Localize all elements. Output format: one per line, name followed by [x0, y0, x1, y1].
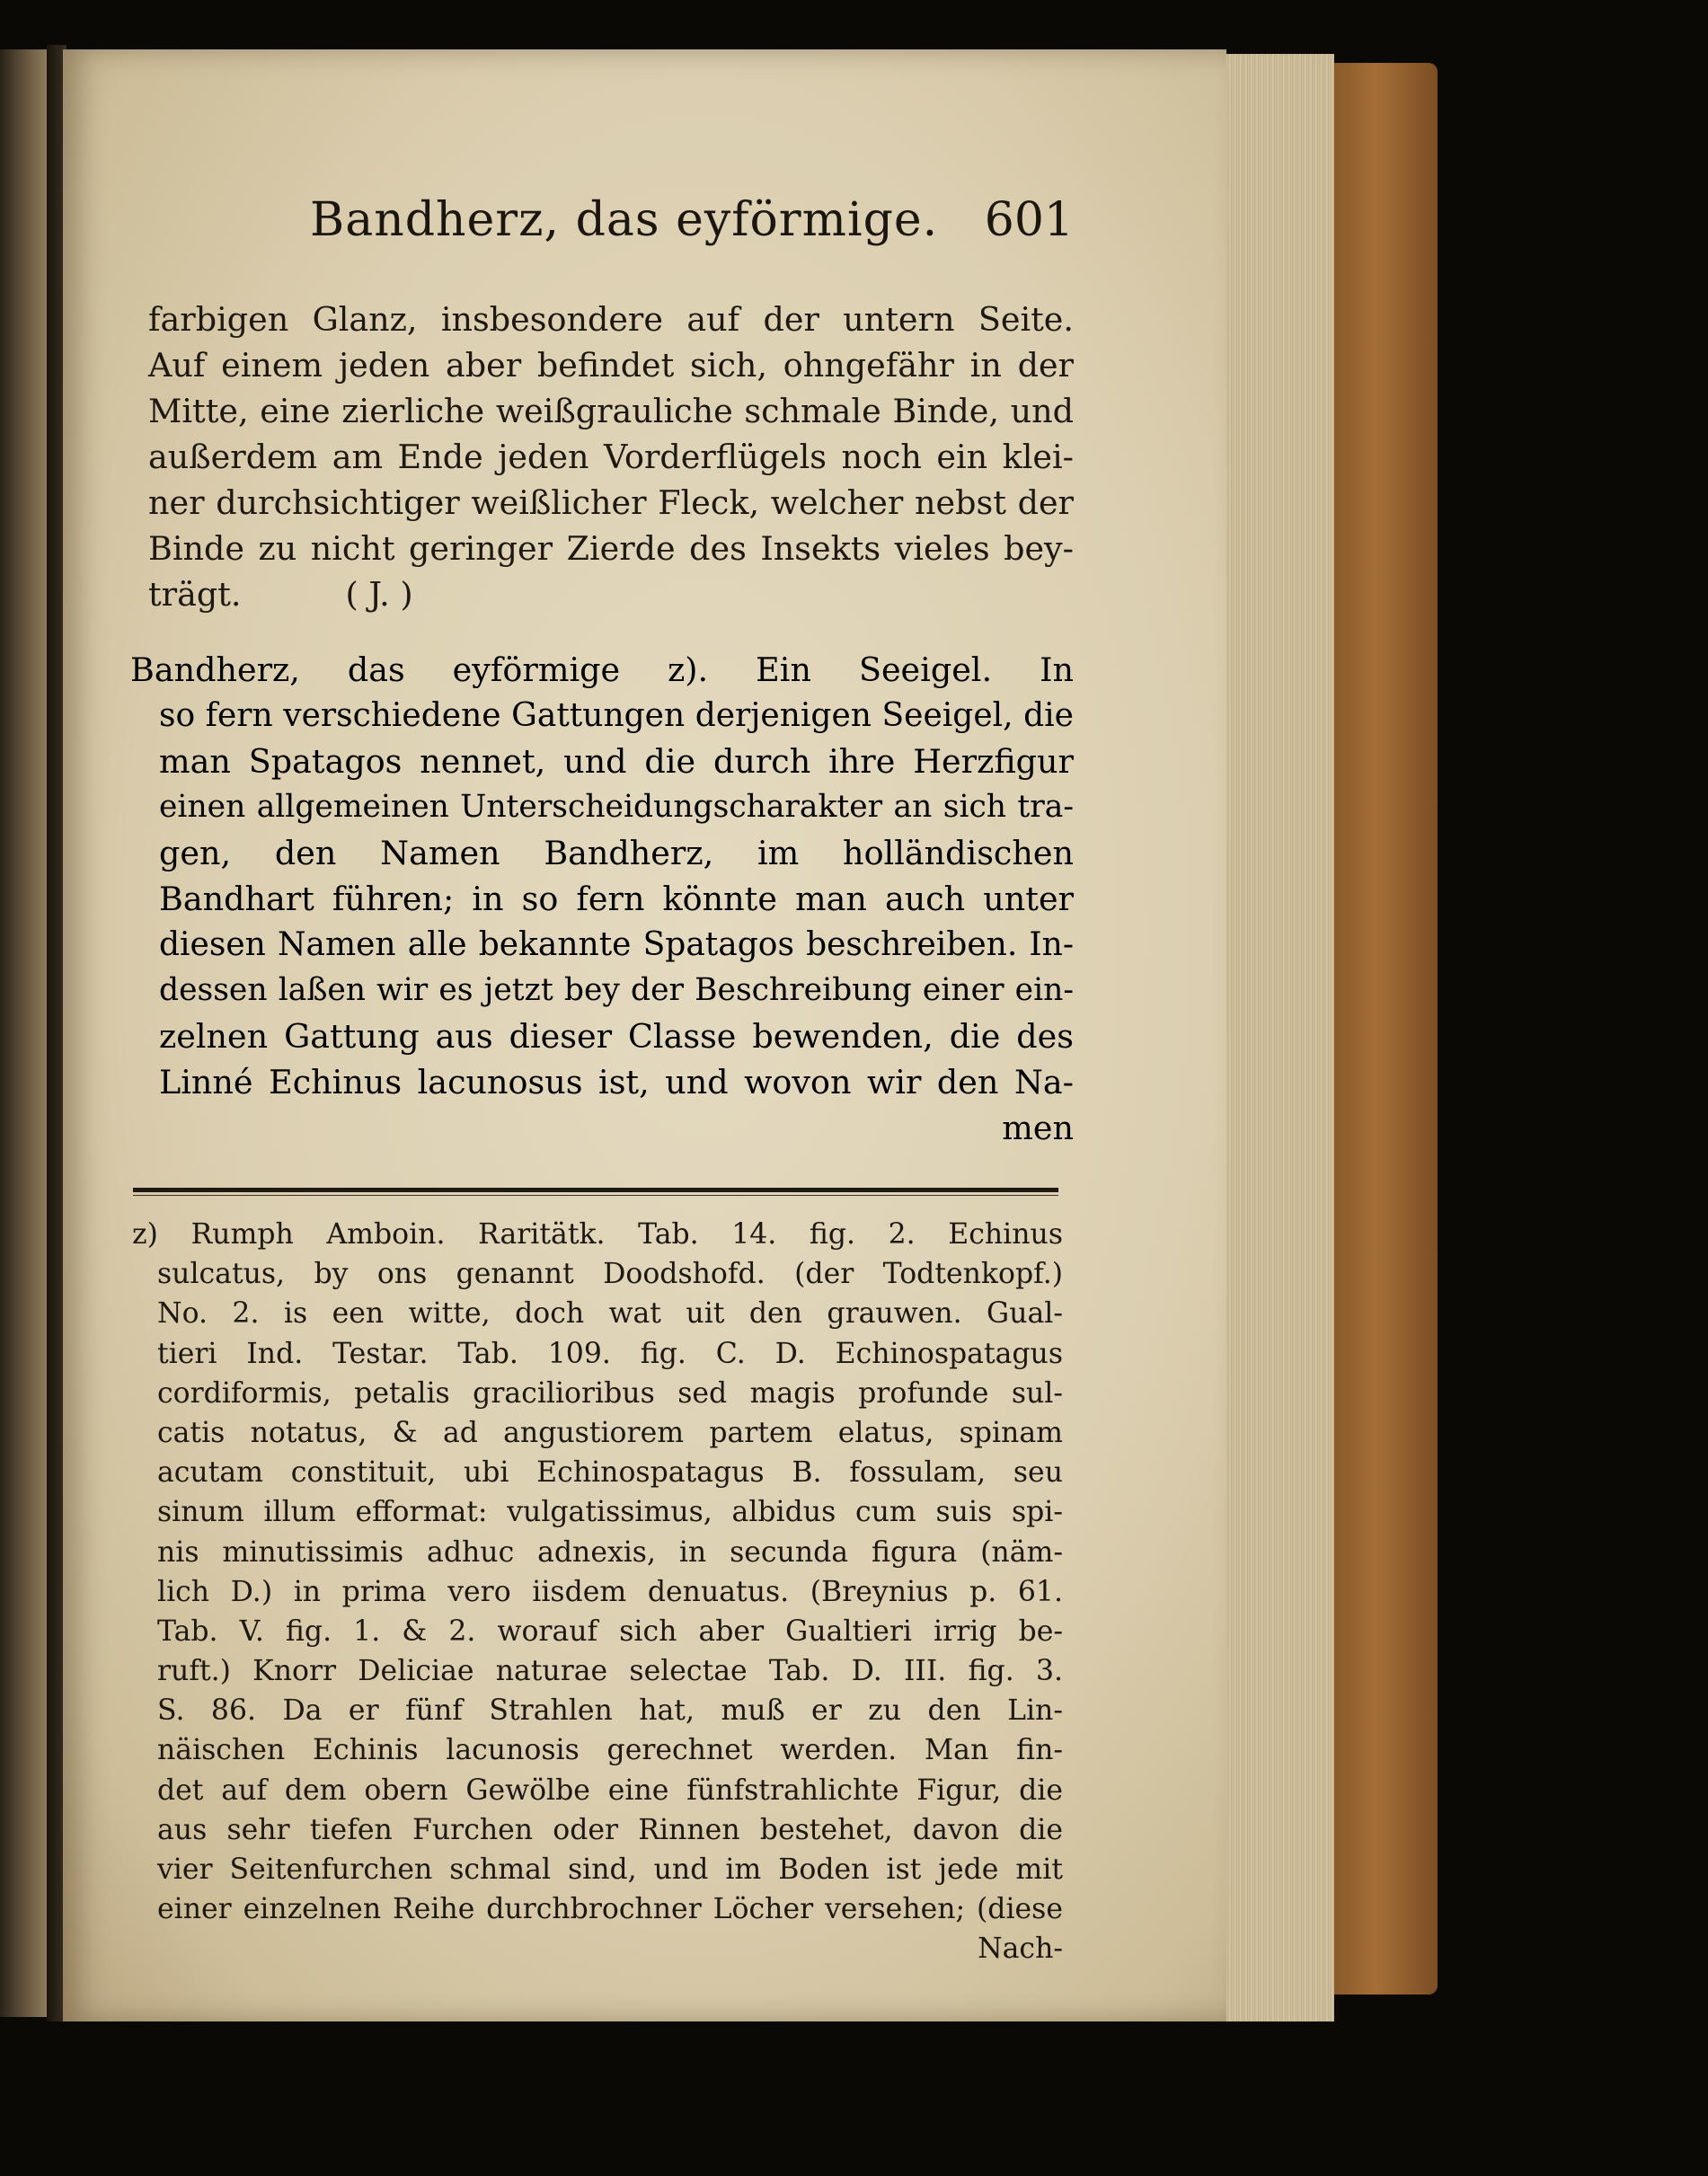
text-line: Binde zu nicht geringer Zierde des Insekts vieles bey-: [148, 529, 1074, 568]
footnote-line: lich D.) in prima vero iisdem denuatus. (Breynius p. 61.: [157, 1575, 1063, 1608]
text-line: man Spatagos nennet, und die durch ihre Herzfigur: [159, 742, 1074, 781]
catchword: men: [1002, 1109, 1074, 1147]
footnote-line: S. 86. Da er fünf Strahlen hat, muß er zu den Lin-: [157, 1694, 1063, 1728]
text-line: Bandhart führen; in so fern könnte man auch unter: [159, 880, 1074, 918]
text-line: Mitte, eine zierliche weißgrauliche schmale Binde, und: [148, 392, 1074, 430]
facing-page-edge: [0, 49, 54, 2017]
footnote-line: Tab. V. fig. 1. & 2. worauf sich aber Gualtieri irrig be-: [157, 1614, 1063, 1648]
text-line: zelnen Gattung aus dieser Classe bewenden, die des: [159, 1017, 1074, 1056]
footnote-line: No. 2. is een witte, doch wat uit den grauwen. Gual-: [157, 1297, 1063, 1331]
page-number: 601: [984, 193, 1074, 247]
entry-paragraph: [130, 647, 1074, 1151]
text-line: dessen laßen wir es jetzt bey der Beschreibung einer ein-: [159, 972, 1074, 1008]
footnote-rule: [133, 1188, 1058, 1192]
text-line: Linné Echinus lacunosus ist, und wovon wir den Na-: [159, 1063, 1074, 1101]
footnote-line: det auf dem obern Gewölbe eine fünfstrahlichte Figur, die: [157, 1774, 1063, 1807]
footnote-line: acutam constituit, ubi Echinospatagus B. fossulam, seu: [157, 1456, 1063, 1490]
footnote-line: cordiformis, petalis gracilioribus sed magis profunde sul-: [157, 1376, 1063, 1410]
footnote-line: z) Rumph Amboin. Raritätk. Tab. 14. fig. 2. Echinus: [132, 1218, 1063, 1251]
text-line: Auf einem jeden aber befindet sich, ohngefähr in der: [148, 346, 1074, 385]
footnote-line: catis notatus, & ad angustiorem partem elatus, spinam: [157, 1416, 1063, 1449]
footnote-block: [132, 1215, 1063, 1969]
footnote-line: aus sehr tiefen Furchen oder Rinnen bestehet, davon die: [157, 1813, 1063, 1846]
page-block-edges: [1226, 54, 1334, 2021]
text-line: außerdem am Ende jeden Vorderflügels noch ein klei-: [148, 438, 1074, 476]
paragraph-continued: [148, 296, 1074, 617]
footnote-catchword: Nach-: [978, 1933, 1063, 1966]
running-head: Bandherz, das eyförmige.: [310, 193, 939, 247]
footnote-line: ruft.) Knorr Deliciae naturae selectae Tab. D. III. fig. 3.: [157, 1655, 1063, 1688]
text-line: diesen Namen alle bekannte Spatagos beschreiben. In-: [159, 926, 1074, 963]
page-header: [148, 193, 1074, 265]
text-line: so fern verschiedene Gattungen derjenigen Seeigel, die: [159, 697, 1074, 734]
footnote-rule-thin: [133, 1195, 1058, 1196]
footnote-line: einer einzelnen Reihe durchbrochner Löcher versehen; (diese: [157, 1893, 1063, 1926]
text-line: ner durchsichtiger weißlicher Fleck, welcher nebst der: [148, 483, 1074, 522]
text-line: gen, den Namen Bandherz, im holländischen: [159, 834, 1074, 872]
footnote-line: vier Seitenfurchen schmal sind, und im Boden ist jede mit: [157, 1853, 1063, 1886]
footnote-line: nis minutissimis adhuc adnexis, in secunda figura (näm-: [157, 1535, 1063, 1569]
text-line: einen allgemeinen Unterscheidungscharakter an sich tra-: [159, 789, 1074, 825]
footnote-line: näischen Echinis lacunosis gerechnet werden. Man fin-: [157, 1734, 1063, 1767]
footnote-line: tieri Ind. Testar. Tab. 109. fig. C. D. Echinospatagus: [157, 1337, 1063, 1370]
text-line: farbigen Glanz, insbesondere auf der untern Seite.: [148, 300, 1074, 339]
book-cover-edge: [1334, 63, 1438, 1995]
entry-heading-line: Bandherz, das eyförmige z). Ein Seeigel. In: [130, 650, 1074, 689]
footnote-line: sulcatus, by ons genannt Doodshofd. (der Todtenkopf.): [157, 1258, 1063, 1291]
footnote-line: sinum illum efformat: vulgatissimus, albidus cum suis spi-: [157, 1496, 1063, 1529]
text-line: trägt. ( J. ): [148, 575, 413, 614]
